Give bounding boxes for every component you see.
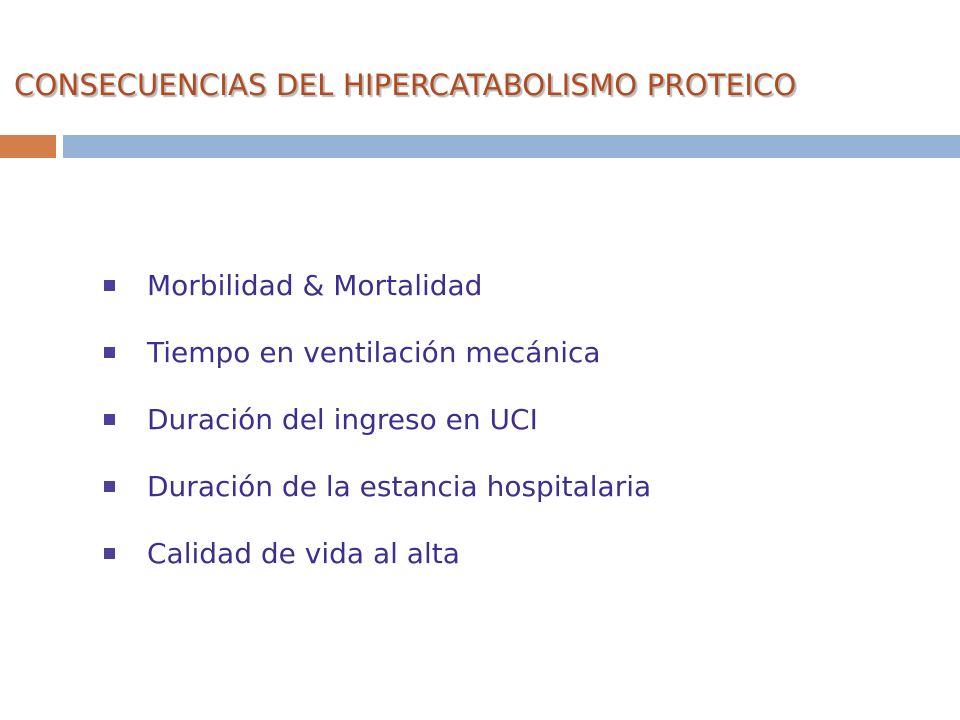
list-item — [100, 252, 651, 319]
list-item — [100, 453, 651, 520]
bullet-text: Duración de la estancia hospitalaria — [147, 470, 652, 503]
bullet-text: Morbilidad & Mortalidad — [147, 269, 483, 302]
list-item — [100, 319, 651, 386]
square-bullet-icon — [104, 481, 115, 492]
square-bullet-icon — [104, 548, 115, 559]
list-item — [100, 520, 651, 587]
slide-title: CONSECUENCIAS DEL HIPERCATABOLISMO PROTEICO — [14, 68, 797, 102]
accent-bar-blue — [63, 135, 960, 158]
square-bullet-icon — [104, 280, 115, 291]
square-bullet-icon — [104, 414, 115, 425]
square-bullet-icon — [104, 347, 115, 358]
accent-bar-orange — [0, 135, 56, 158]
bullet-list — [100, 252, 651, 587]
bullet-text: Duración del ingreso en UCI — [147, 403, 538, 436]
list-item — [100, 386, 651, 453]
bullet-text: Tiempo en ventilación mecánica — [147, 336, 601, 369]
bullet-text: Calidad de vida al alta — [147, 537, 460, 570]
